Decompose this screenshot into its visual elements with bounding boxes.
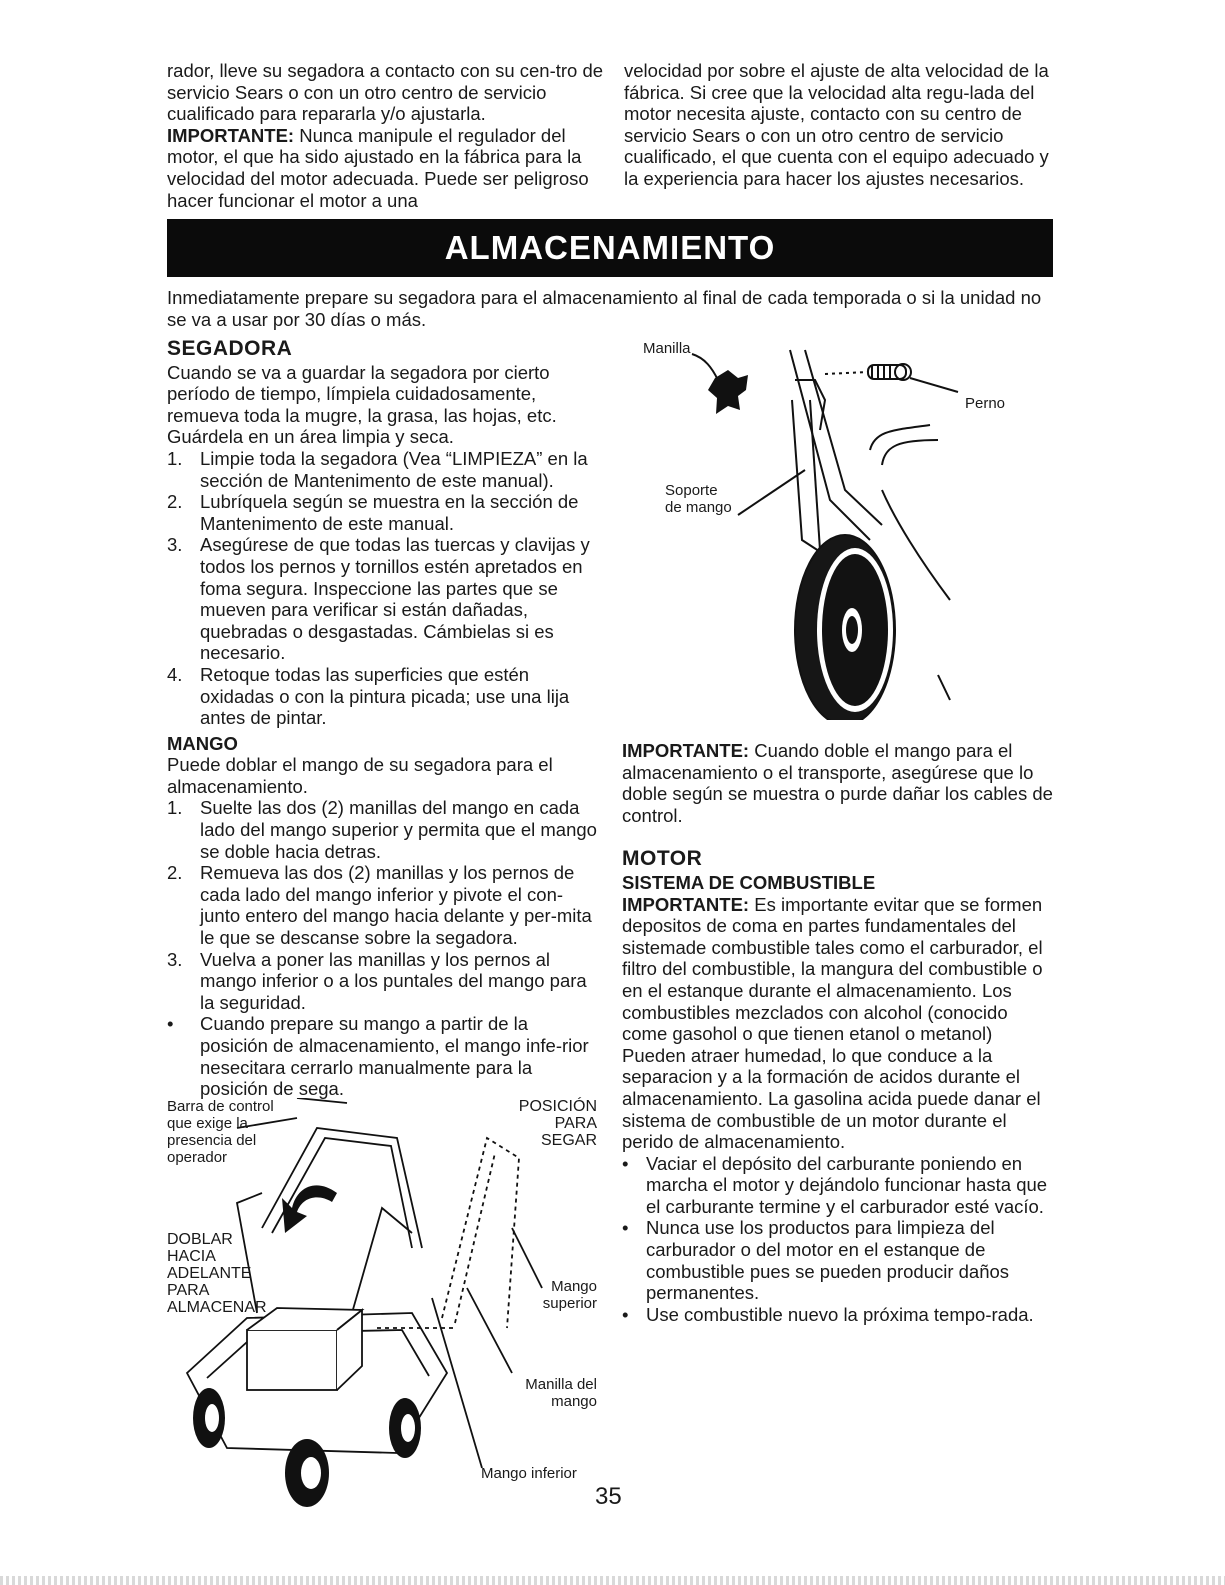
fuel-system-heading: SISTEMA DE COMBUSTIBLE [622,871,876,893]
label-perno: Perno [965,395,1006,412]
right-column [622,740,1054,1325]
segadora-steps [167,448,597,729]
important-label: IMPORTANTE: [622,740,750,761]
top-left-text: rador, lleve su segadora a contacto con su cen-tro de servicio Sears o con un otro centro de servicio cualificado para repararla y/o ajustarla. [167,60,604,125]
step-number: 3. [167,948,183,970]
bullet-text: Use combustible nuevo la próxima tempo-rada. [646,1303,1034,1325]
list-item [167,664,597,729]
list-item [167,534,597,664]
step-text: Asegúrese de que todas las tuercas y clavijas y todos los pernos y tornillos estén apretados en foma segura. Inspeccione las partes que se mueven para verificar si están dañadas, quebradas o desgastadas. Cámbielas si es necesario. [200,534,590,664]
step-text: Suelte las dos (2) manillas del mango en cada lado del mango superior y permita que el mango se doble hacia detras. [200,797,597,862]
step-text: Cuando prepare su mango a partir de la posición de almacenamiento, el mango infe-rior nesecitara cerrarlo manualmente para la posición de sega. [200,1013,589,1100]
list-item [167,862,597,948]
top-right-text: velocidad por sobre el ajuste de alta velocidad de la fábrica. Si cree que la velocidad alta regu-lada del motor necesita ajuste, contacto con su centro de servicio Sears o con un otro centro de servicio cualificado, el que cuenta con el equipo adecuado y la experiencia para hacer los ajustes necesarios. [624,60,1049,189]
label-manilla: Manilla [643,340,691,357]
list-item [167,1013,597,1099]
mango-heading: MANGO [167,732,238,754]
segadora-heading: SEGADORA [167,337,293,360]
list-item [622,1217,1054,1303]
handle-bracket-figure [620,340,1040,720]
bullet-icon: • [622,1303,629,1325]
label-mango-inferior: Mango inferior [481,1465,577,1482]
page-edge-divider [0,1576,1225,1585]
bullet-icon: • [622,1217,629,1239]
label-barra-de-control: Barra de control que exige la presencia del operador [167,1098,274,1166]
step-text: Retoque todas las superficies que estén oxidadas o con la pintura picada; use una lija antes de pintar. [200,663,570,729]
list-item [167,491,597,534]
list-item [167,949,597,1014]
mango-steps [167,797,597,1099]
intro-paragraph: Inmediatamente prepare su segadora para el almacenamiento al final de cada temporada o si la unidad no se va a usar por 30 días o más. [167,287,1042,330]
step-text: Lubríquela según se muestra en la sección de Mantenimento de este manual. [200,491,579,534]
bullet-icon: • [622,1152,629,1174]
list-item [167,797,597,862]
step-number: • [167,1013,174,1035]
top-left-paragraph [167,60,607,211]
mango-text: Puede doblar el mango de su segadora para el almacenamiento. [167,754,553,797]
banner-title: ALMACENAMIENTO [444,229,776,266]
bullet-text: Vaciar el depósito del carburante poniendo en marcha el motor y dejándolo funcionar hasta que el carburante termine y el carburador esté vacío. [646,1152,1048,1217]
mower-fold-figure [167,1098,597,1518]
label-manilla-del-mango: Manilla del mango [525,1376,597,1410]
label-doblar-hacia-adelante: DOBLAR HACIA ADELANTE PARA ALMACENAR [167,1231,267,1316]
step-number: 4. [167,663,183,685]
step-number: 1. [167,447,183,469]
top-left-important-label: IMPORTANTE: [167,124,295,146]
fuel-text: Es importante evitar que se formen depositos de coma en partes fundamentales del sistemade combustible tales como el carburador, el filtro del combustible, la mangura del combustible o en el estanque durante el almacenamiento. Los combustibles mezclados con alcohol (conocido come gasohol o que tienen etanol o metanol) Pueden atraer humedad, lo que conduce a la separacion y a la formación de acidos durante el almacenamiento. La gasolina acida puede danar el sistema de combustible de un motor durante el perido de almacenamiento. [622,893,1043,1153]
step-text: Vuelva a poner las manillas y los pernos al mango inferior o a los puntales del mango para la seguridad. [200,948,587,1013]
list-item [622,1304,1054,1326]
step-number: 1. [167,797,183,819]
label-mango-superior: Mango superior [542,1278,597,1312]
top-left-important-text: Nunca manipule el regulador del motor, el que ha sido ajustado en la fábrica para la velocidad del motor adecuada. Puede ser peligroso hacer funcionar el motor a una [167,124,589,211]
motor-heading: MOTOR [622,847,703,871]
label-soporte-de-mango: Soporte de mango [665,482,732,516]
step-number: 2. [167,491,183,513]
page-number: 35 [595,1483,622,1510]
label-posicion-para-segar: POSICIÓN PARA SEGAR [518,1098,597,1149]
list-item [167,448,597,491]
fuel-important-label: IMPORTANTE: [622,893,750,915]
bullet-text: Nunca use los productos para limpieza del carburador o del motor en el estanque de combustible pues se pueden producir daños permanentes. [646,1217,1010,1304]
step-text: Limpie toda la segadora (Vea “LIMPIEZA” en la sección de Mantenimento de este manual). [200,447,588,491]
step-text: Remueva las dos (2) manillas y los pernos de cada lado del mango inferior y pivote el con-junto entero del mango hacia delante y per-mita le que se descanse sobre la segadora. [200,862,592,949]
top-right-paragraph [624,60,1054,190]
left-column [167,338,597,1100]
step-number: 2. [167,862,183,884]
section-banner [167,219,1053,277]
important-text: Cuando doble el mango para el almacenamiento o el transporte, asegúrese que lo doble según se muestra o purde dañar los cables de control. [622,740,1053,826]
step-number: 3. [167,534,183,556]
fuel-bullets [622,1153,1054,1326]
segadora-text: Cuando se va a guardar la segadora por cierto período de tiempo, límpiela cuidadosamente, remueva toda la mugre, la grasa, las hojas, etc. Guárdela en un área limpia y seca. [167,361,557,448]
list-item [622,1153,1054,1218]
